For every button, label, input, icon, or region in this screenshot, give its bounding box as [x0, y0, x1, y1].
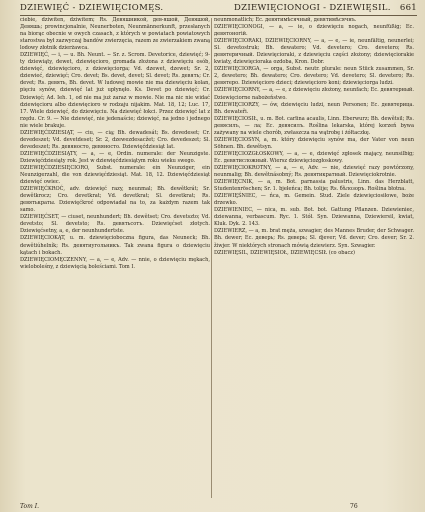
right-entry: DZIEWIĘCIOSIŁ, u. m. Bot. carlina acaulis, Linn. Eberwurz; Bh. dewětsil; Rs. девясилъ, — ла; Ec. девясилъ. Roślina lekarska, której korzeń bywa zażywany na wiele chorób, zwłaszcza na wątrobę i żółtaczkę.: [214, 115, 414, 136]
header-rule: [20, 15, 417, 16]
right-entry: DZIEWIĘCIORAKI, DZIEWIĘCIORNY, — a, — e, — ie, neunfältig, neunerlei; Sl. devetostruk; Bh. dewatero; Vd. devetero; Cro. devetero; Rs. девятеричный. Dziewięcioraki, z dziewięciu części złożony; dziewięciorakie kwiaty, dziewięcioraka ozdoba, Kron. Dobr.: [214, 38, 414, 66]
right-entry: DZIEWIĘCIOZGŁOSKOWY, — a, — e, dziewięć zgłosek mający, neunsilbig; Ec. девятисложный. Wiersz dziewięciozgłoskowy.: [214, 150, 414, 164]
right-entry: DZIEWIĘCIORGA, — orga, Subst. neutr. plurale: neun Stück zusammen, Sr. 2, dewetero; Bh. dewatero; Cro. devetero; Vd. devetero; Sl. devetero; Rs. девятеро. Dziewięcioro dzieci; dziewięcioro koni; dziewięciorga ludzi.: [214, 66, 414, 87]
right-column: [214, 17, 414, 503]
footer-signature: 76: [350, 503, 358, 510]
left-entry: DZIEWIĘĆSET, — ciuset, neunhundert; Bh. dewětset; Cro. devetszto; Vd. devetsto; Sl. devetsto; Rs. девятьсотъ. Dziewięćset złotych. Dziewięćsetny, a, e, der neunhundertste.: [20, 214, 210, 235]
right-entry: neunmonatlich; Ec. девятимѣсячный, девятимѣсячнъ.: [214, 17, 357, 23]
left-entry: DZIEWIĘĆ, — i, — u. Bh. Neunt. ∼ Sr. z. Scrom. Devetorice, dziewięć; 9-ty dziewiąty, dewet, dziewięcioro, gromada złożona z dziewięciu osób, dziewięć, dziewięcioro, z dziewięciorga; Vd. dzewet, dzewet; Sr. 2, dziewieć, dziewięć; Cro. devet; Bs. devet, devet; Sl. devet; Rs. девять; Cr. devet; Rs. девять, Bh. devet. W ludowej mowie nie ma dziewięciu kolan, pięciu synów, dziewięć lat już upłynęło. Ks. Devet po dziewięć; Cr. Dziewięć; Ad. Ieh. 1, od nie ma już zaraz w mowie. Nie ma nic nie widać dziewięcioru albo dziewięcioro w rodzaju nijakim. Mat. 18, 12; Luc. 17, 17. Wiele dziewięć, do dziewięciu. Na dziewięć łokci. Przez dziewięć lat z rzędu. Cr. 9. — Nie dziewięć, nie jedenaście; dziewięć, na jedno i jednego nie wiele brakuje.: [20, 52, 210, 129]
right-entry: DZIEWIERZ, — a, m. brat męża, szwagier, des Mannes Bruder, der Schwager. Bh. dewer; Ec. деверь; Rs. деверь; Sl. djever; Vd. dever; Cro. dever; Sr. 2. žiwjer. W niektórych stronach mówią dziewierz. Syn. Szwagier.: [214, 228, 414, 249]
left-column: [20, 17, 210, 503]
left-entry: DZIEWIĘĆDZIESIĄT, — ciu, — cią; Bh. dewadesát; Bs. devedeset; Cr. devedeszet; Vd. devetdeset; Sr. 2, dzewezdesacžet; Cro. devedeszet; Sl. devedeszet; Rs. девяносто, девяносто. Dziewięćdziesiąt lat.: [20, 129, 210, 150]
header-right: DZIEWIĘCIONOGI - DZIEWIĘSIL.: [234, 3, 391, 13]
right-entry: DZIEWIENIEC, — nica, m. sub. Bot. bot. Gattung Pflanzen. Dziewieniec, dziewanna, verbascum. Ryc. 1. Stół. Syn. Dziewanna, Dziewiersil, kwiat, Kluk. Dyk. 2. 143.: [214, 207, 414, 228]
right-entry: DZIEWIĘCIORZY, — ów, dziewięciu ludzi, neun Personen; Ec. девятерица. Bh. dewateři.: [214, 101, 414, 115]
left-entry: ciebie, dziwiten, dziwitem; Rs. Девяшникой, дев-яшой, Девяшой, Девяшь; prowincjonalnie, Neunerboten, Neunmännerkunft, przesłanych na biorąc obecnie w owych czasach, z których w powiatach powiatowych starostwa był zazwyczaj bandów zwierzęcia, razem ze zwierzakiem zwaną lodowy złotnik dzierżawca.: [20, 17, 210, 52]
footer-volume: Tom I.: [20, 503, 40, 510]
column-divider: [211, 18, 212, 498]
left-entry: DZIEWIĘCIOMĘCZENNY, — a, — e, Adv. — nnie, o dziewięciu mękach, wieloboleśny, z dziewięcią boleściami. Tom I.: [20, 256, 210, 270]
right-entry: DZIEWIĘSIL, DZIEWIĘSIOŁ, DZIEWIĘCSIŁ (co obacz): [214, 249, 355, 256]
right-entry: DZIEWIĘCIOSYN, a, m. który dziewięciu synów ma, der Vater von neun Söhnen. Bh. dewětsyn.: [214, 136, 414, 150]
right-entry: DZIEWIĘCIONOGI, — a, — ie, o dziewięciu nogach, neunfüßig; Ec. девятоногій.: [214, 24, 414, 38]
running-header: [20, 3, 417, 15]
left-entry: DZIEWIĘĆDZIESIĘCIORO, Subst. numerale: ein Neunziger, ein Neunzigerzahl, die von dziewięćdziesiąt. Mat. 18, 12. Dziewięćdziesiąt dziewięć owiec.: [20, 164, 210, 186]
page-number: 661: [399, 3, 417, 13]
left-entry: DZIEWIĘĆDZIESIĄTY, — a, — e, Ordin. numerale: der Neunzigste. Dziewięćdziesiąty rok. Jest w dziewięćdziesiątym roku wieku swego.: [20, 150, 210, 164]
left-entry: DZIEWIĘĆKROĆ, adv. dziewięć razy, neunmal; Bh. dewětkrát; Sr. dewětkrocz; Cro. devetkrat; Vd. devetkrat; Sl. devetkrat; Rs. девятькраты. Dziewięćkroć odpowiadał na to, za każdym razem tak samo.: [20, 186, 210, 214]
left-entry: DZIEWIĘCIOKĄT, u. m. dziewięcioboczna figura, das Neuneck; Bh. dewětiúhelník; Rs. девятиугольникъ. Tak zwana figura o dziewięciu kątach i bokach.: [20, 235, 210, 256]
right-entry: DZIEWIĘŚNIEC, — ńca, m. Gemein. Stud. Ziele dziewięciosiłowe, boże drzewko.: [214, 193, 414, 207]
right-entry: DZIEWIĘCIORNY, — a, — e, z dziewięciu złożony, neunfach; Ec. девятерный. Dziewięciorne nabożeństwo.: [214, 87, 414, 101]
right-entry: DZIEWIĘCNIK, — a, m. Bot. parnassia palustris, Linn. das Herzblatt, Studentenröschen; Sr. 1. bjełeńca; Bh. tolije; Rs. бѣлозоръ. Roślina błotna.: [214, 179, 414, 193]
right-entry: DZIEWIĘCIOKROTNY, — a, — e, Adv. — nie, dziewięć razy powtórzony, neunmalig; Bh. dewětnásobný; Rs. девятикратный. Dziewięciokrotnie.: [214, 164, 414, 179]
header-left: DZIEWIĘĆ - DZIEWIĘCIOMĘS.: [20, 3, 164, 13]
